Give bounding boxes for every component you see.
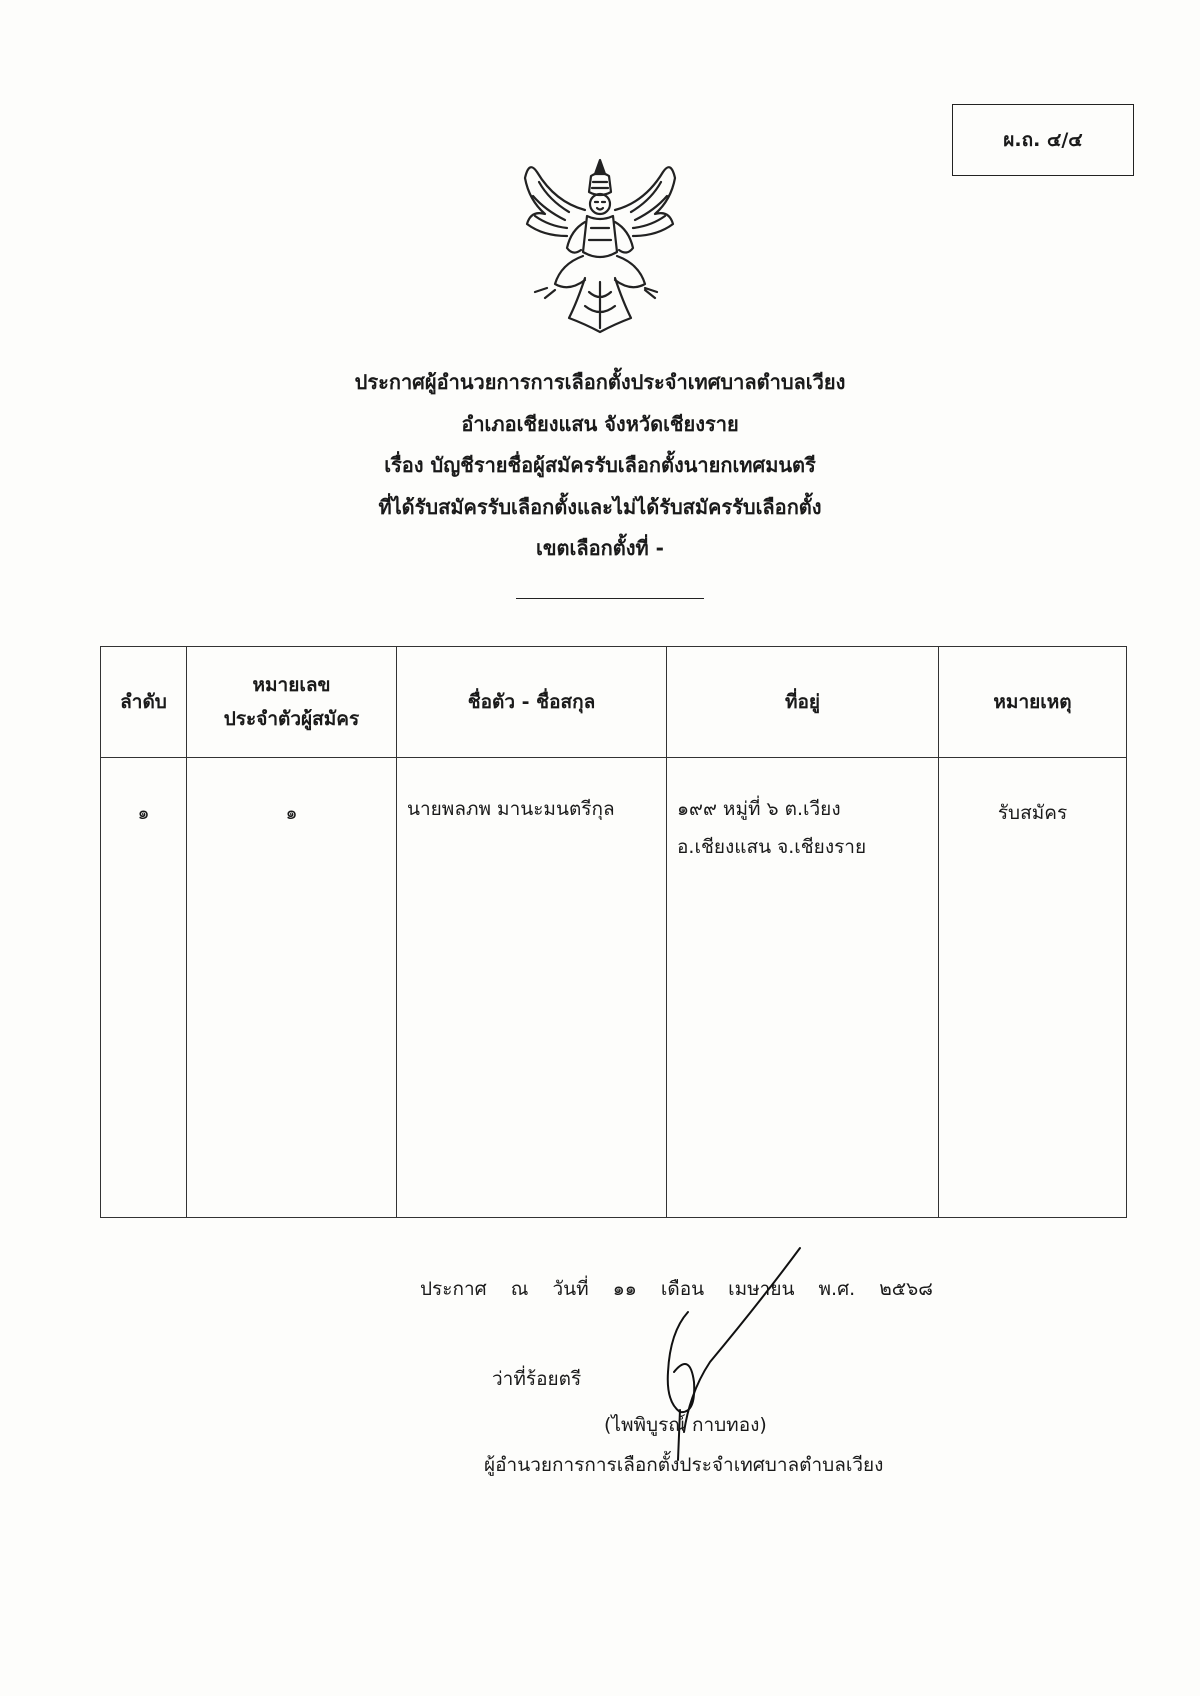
- day-label: วันที่: [552, 1278, 589, 1300]
- header-candidate-number: [187, 647, 397, 758]
- form-code: ผ.ถ. ๔/๔: [1003, 129, 1083, 151]
- year-value: ๒๕๖๘: [879, 1278, 933, 1300]
- month-label: เดือน: [660, 1278, 705, 1300]
- signer-title: ผู้อำนวยการการเลือกตั้งประจำเทศบาลตำบลเวียง: [484, 1454, 884, 1476]
- heading-line-2: อำเภอเชียงแสน จังหวัดเชียงราย: [461, 411, 739, 436]
- heading-divider: [516, 598, 704, 599]
- signer-rank: ว่าที่ร้อยตรี: [492, 1368, 582, 1390]
- table-header-row: [101, 647, 1127, 758]
- header-candidate-number-line-2: ประจำตัวผู้สมัคร: [223, 708, 360, 730]
- header-name: ชื่อตัว - ชื่อสกุล: [397, 647, 667, 758]
- cell-candidate-number: ๑: [187, 758, 397, 1218]
- address-line-1: ๑๙๙ หมู่ที่ ๖ ต.เวียง: [677, 798, 841, 820]
- announcement-heading: [250, 362, 950, 570]
- cell-order: ๑: [101, 758, 187, 1218]
- cell-note: รับสมัคร: [939, 758, 1127, 1218]
- header-note: หมายเหตุ: [939, 647, 1127, 758]
- cell-name: นายพลภพ มานะมนตรีกุล: [397, 758, 667, 1218]
- cell-address: [667, 758, 939, 1218]
- form-code-box: [952, 104, 1134, 176]
- day-value: ๑๑: [612, 1278, 637, 1300]
- address-line-2: อ.เชียงแสน จ.เชียงราย: [677, 836, 867, 858]
- announce-label: ประกาศ: [420, 1278, 487, 1300]
- signer-name: (ไพพิบูรณ์ กาบทอง): [604, 1414, 767, 1436]
- garuda-emblem: [515, 152, 685, 340]
- year-label: พ.ศ.: [818, 1278, 856, 1300]
- heading-line-5: เขตเลือกตั้งที่ -: [536, 536, 664, 560]
- header-address: ที่อยู่: [667, 647, 939, 758]
- at-label: ณ: [510, 1278, 529, 1300]
- table-row: [101, 758, 1127, 1218]
- header-candidate-number-line-1: หมายเลข: [252, 674, 331, 696]
- candidate-table: [100, 646, 1127, 1218]
- heading-line-4: ที่ได้รับสมัครรับเลือกตั้งและไม่ได้รับสมัครรับเลือกตั้ง: [378, 494, 822, 519]
- month-value: เมษายน: [728, 1278, 795, 1300]
- header-order: ลำดับ: [101, 647, 187, 758]
- heading-line-3: เรื่อง บัญชีรายชื่อผู้สมัครรับเลือกตั้งนายกเทศมนตรี: [384, 453, 816, 477]
- heading-line-1: ประกาศผู้อำนวยการการเลือกตั้งประจำเทศบาลตำบลเวียง: [354, 370, 846, 394]
